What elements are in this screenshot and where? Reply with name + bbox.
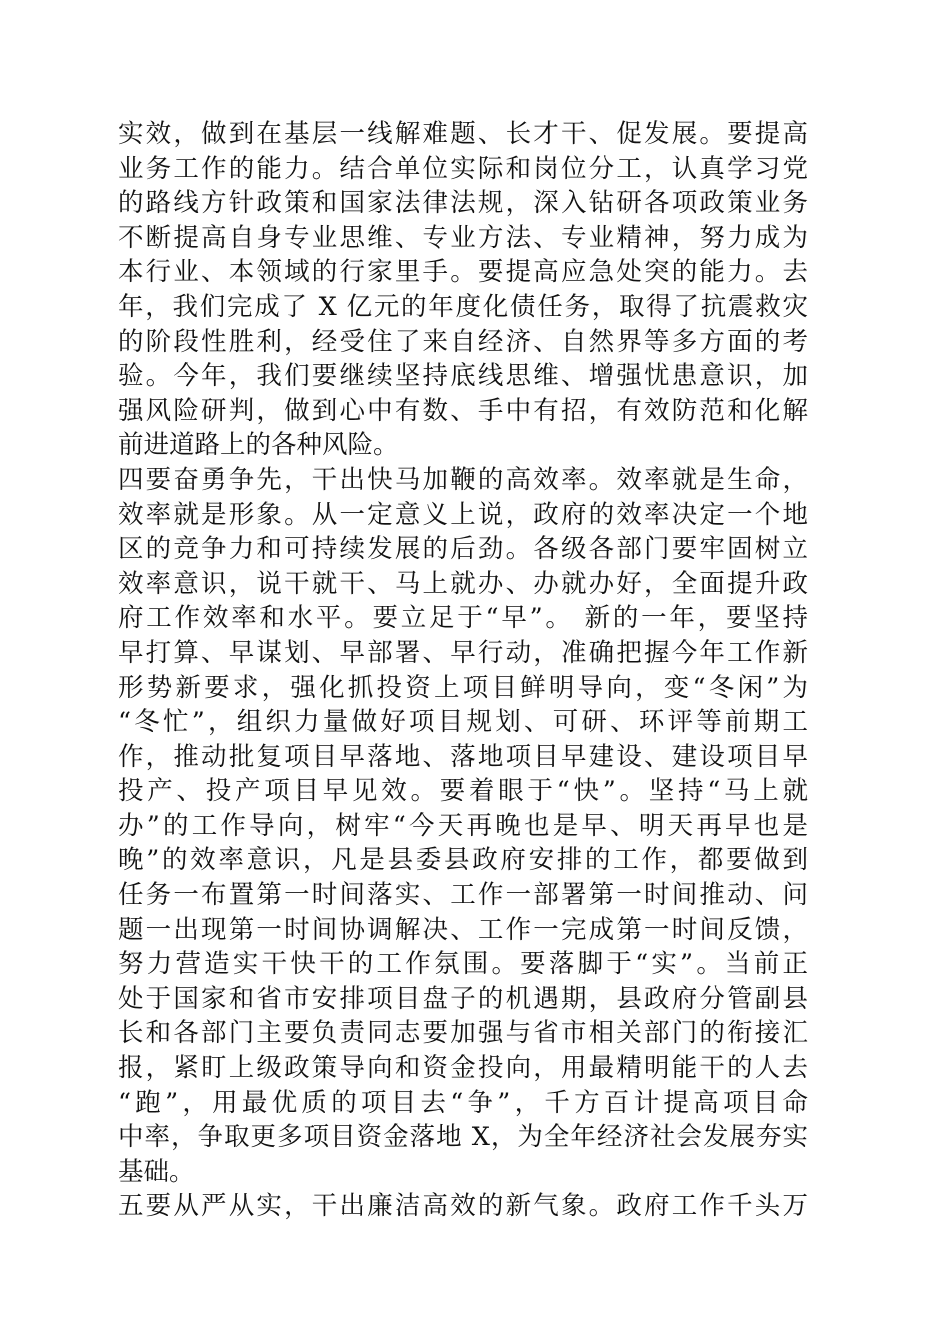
text-line: 年，我们完成了 X 亿元的年度化债任务，取得了抗震救灾 [118,291,808,322]
text-line: 作，推动批复项目早落地、落地项目早建设、建设项目早 [118,741,808,772]
text-line: 题一出现第一时间协调解决、工作一完成第一时间反馈， [118,914,808,945]
text-line: 本行业、本领域的行家里手。要提高应急处突的能力。去 [118,257,808,288]
text-line: 努力营造实干快干的工作氛围。要落脚于“实”。当前正 [118,949,808,980]
text-line: 验。今年，我们要继续坚持底线思维、增强忧患意识，加 [118,361,808,392]
paragraph-four-heading: 四要奋勇争先，干出快马加鞭的高效率。效率就是生命， [118,464,808,495]
text-line: 区的竞争力和可持续发展的后劲。各级各部门要牢固树立 [118,534,808,565]
text-line: 效率意识，说干就干、马上就办、办就办好，全面提升政 [118,568,808,599]
text-line: “跑”，用最优质的项目去“争”，千方百计提高项目命 [118,1087,808,1118]
text-line: 处于国家和省市安排项目盘子的机遇期，县政府分管副县 [118,983,808,1014]
text-line: 基础。 [118,1156,195,1187]
text-line: 府工作效率和水平。要立足于“早”。 新的一年，要坚持 [118,603,808,634]
text-line: 实效，做到在基层一线解难题、长才干、促发展。要提高 [118,119,808,149]
text-line: 晚”的效率意识，凡是县委县政府安排的工作，都要做到 [118,845,808,876]
text-line: 强风险研判，做到心中有数、手中有招，有效防范和化解 [118,395,808,426]
text-line: 报，紧盯上级政策导向和资金投向，用最精明能干的人去 [118,1053,808,1084]
text-line: 不断提高自身专业思维、专业方法、专业精神，努力成为 [118,222,808,253]
text-line: 中率，争取更多项目资金落地 X，为全年经济社会发展夯实 [118,1122,808,1153]
paragraph-five-heading: 五要从严从实，干出廉洁高效的新气象。政府工作千头万 [118,1191,808,1222]
text-line: 业务工作的能力。结合单位实际和岗位分工，认真学习党 [118,153,808,184]
text-line: 前进道路上的各种风险。 [118,430,399,461]
text-line: 形势新要求，强化抓投资上项目鲜明导向，变“冬闲”为 [118,672,808,703]
text-line: 投产、投产项目早见效。要着眼于“快”。坚持“马上就 [118,776,808,807]
text-line: “冬忙”，组织力量做好项目规划、可研、环评等前期工 [118,707,808,738]
text-line: 效率就是形象。从一定意义上说，政府的效率决定一个地 [118,499,808,530]
text-line: 的路线方针政策和国家法律法规，深入钻研各项政策业务 [118,188,808,219]
body-text [118,117,808,1224]
text-line: 的阶段性胜利，经受住了来自经济、自然界等多方面的考 [118,326,808,357]
text-line: 早打算、早谋划、早部署、早行动，准确把握今年工作新 [118,637,808,668]
text-line: 任务一布置第一时间落实、工作一部署第一时间推动、问 [118,880,808,911]
text-line: 办”的工作导向，树牢“今天再晚也是早、明天再早也是 [118,810,808,841]
text-line: 长和各部门主要负责同志要加强与省市相关部门的衔接汇 [118,1018,808,1049]
